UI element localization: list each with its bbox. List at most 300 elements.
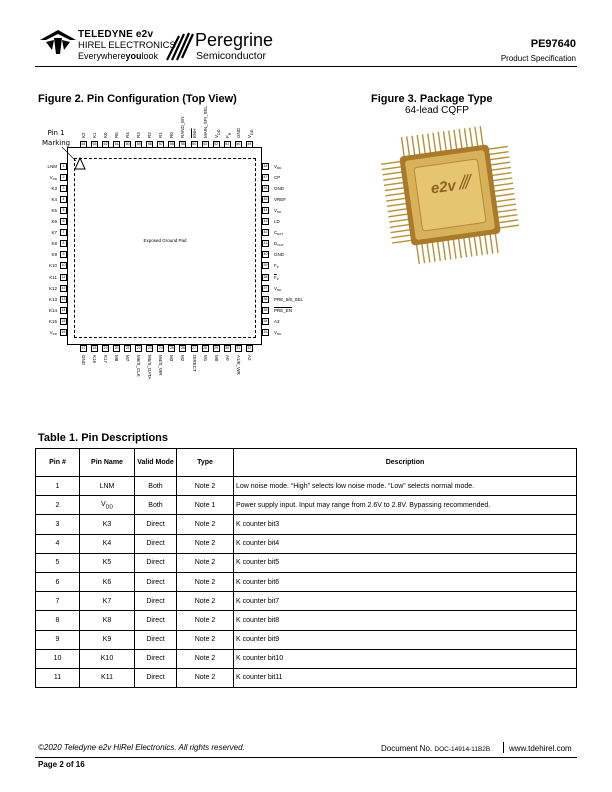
pin-label xyxy=(114,355,119,361)
pin-label-main: A2 xyxy=(246,355,252,361)
pin-number-box: 33 xyxy=(263,329,268,334)
cell-name-text: K10 xyxy=(100,655,114,663)
pin-label xyxy=(49,297,57,302)
pin-number-box: 50 xyxy=(236,142,241,146)
pin-label xyxy=(236,355,241,375)
pin-label-main: R5 xyxy=(114,132,120,138)
cell-name xyxy=(80,553,135,572)
cell-pin xyxy=(36,534,80,553)
pin-number-box: 59 xyxy=(136,142,141,146)
pin-label-main: LD xyxy=(274,219,280,225)
pin-label-main: R4 xyxy=(125,132,131,138)
cell-name xyxy=(80,534,135,553)
cell-mode-text: Both xyxy=(148,501,163,509)
figure3-subtitle: 64-lead CQFP xyxy=(405,105,469,116)
package-logo-text: e2v xyxy=(429,177,457,198)
cell-description-text: Power supply input. Input may range from 2.6V to 2.8V. Bypassing recommended. xyxy=(236,501,491,509)
pin-number-box: 42 xyxy=(263,230,268,235)
pin-label-main: PRE_EN xyxy=(274,307,293,313)
brand-teledyne: TELEDYNE e2v xyxy=(78,29,154,40)
pin-number-box: 31 xyxy=(236,346,241,350)
cell-pin-text: 2 xyxy=(55,501,60,509)
footer-separator xyxy=(503,742,504,753)
pin-number-box: 51 xyxy=(225,142,230,146)
cell-pin-text: 10 xyxy=(53,655,62,663)
pin-label-subscript: OUT xyxy=(277,243,284,248)
cell-description xyxy=(234,572,577,591)
pin-number-box: 24 xyxy=(158,346,163,350)
cell-mode-text: Direct xyxy=(146,559,165,567)
pin-label-main: LNM xyxy=(47,164,57,169)
pin-number-box: 39 xyxy=(263,263,268,268)
pin-label-main: K17 xyxy=(103,355,109,364)
cell-mode xyxy=(135,496,177,515)
cell-name xyxy=(80,630,135,649)
cell-pin-text: 4 xyxy=(55,540,60,548)
pin-label-main: V xyxy=(274,285,278,291)
cell-pin xyxy=(36,515,80,534)
document-number xyxy=(381,744,490,753)
pin-label-main: C xyxy=(274,230,278,236)
cell-description-text: K counter bit11 xyxy=(236,674,283,682)
pin-label-main: V xyxy=(49,329,53,335)
brand-peregrine: Peregrine xyxy=(195,30,274,50)
pin-number-box: 52 xyxy=(214,142,219,146)
cell-description-text: K counter bit8 xyxy=(236,616,280,624)
pin-number-box: 23 xyxy=(147,346,152,350)
pin-number-box: 8 xyxy=(60,240,67,247)
table-row xyxy=(36,477,577,496)
pin-label-subscript: P xyxy=(276,265,279,270)
pin-label xyxy=(203,355,208,361)
footer-divider xyxy=(35,757,577,758)
cell-description xyxy=(234,515,577,534)
pin-number-box: 30 xyxy=(225,346,230,350)
pin-number-box: 63 xyxy=(92,142,97,146)
pin-number-box: 20 xyxy=(114,346,119,350)
pin-number-box: 48 xyxy=(263,164,268,168)
cell-mode xyxy=(135,649,177,668)
cell-description-text: K counter bit6 xyxy=(236,578,280,586)
cell-mode-text: Direct xyxy=(146,616,165,624)
table-row xyxy=(36,553,577,572)
pin-number-box: 13 xyxy=(61,296,66,301)
cell-mode-text: Both xyxy=(148,482,163,490)
pin-label-main: K14 xyxy=(48,307,57,313)
pin-number-box: 32 xyxy=(247,346,252,350)
cell-pin-text: 7 xyxy=(55,597,60,605)
cell-description-text: K counter bit5 xyxy=(236,559,280,567)
cell-name-text: K11 xyxy=(101,674,113,682)
pin-label xyxy=(274,319,280,324)
cell-pin xyxy=(36,496,80,515)
cell-type-text: Note 2 xyxy=(194,578,216,586)
pin-label xyxy=(225,133,233,138)
copyright: ©2020 Teledyne e2v HiRel Electronics. All rights reserved. xyxy=(38,743,245,752)
cell-type-text: Note 2 xyxy=(194,597,216,605)
pin-label xyxy=(51,241,57,246)
pin-label-main: K11 xyxy=(49,274,57,280)
pin-label xyxy=(274,263,279,270)
pin-number-box: 1 xyxy=(60,163,67,170)
pin-label xyxy=(274,308,292,313)
pin-number-box: 60 xyxy=(125,142,130,146)
cell-name-text: K3 xyxy=(102,520,112,528)
cell-type xyxy=(177,668,234,687)
table-row xyxy=(36,611,577,630)
pin-number-box: 64 xyxy=(81,142,86,146)
pin-label-main: K9 xyxy=(51,252,57,258)
cell-type xyxy=(177,477,234,496)
pin1-line1: Pin 1 xyxy=(47,129,65,137)
pin-label-main: F xyxy=(274,263,277,269)
cell-type-text: Note 2 xyxy=(194,616,216,624)
pin-label xyxy=(274,219,280,224)
pin-label-main: VREF xyxy=(274,197,287,203)
pin-label-main: GND xyxy=(235,128,241,138)
cell-pin-text: 6 xyxy=(55,578,60,586)
pin-number-box: 40 xyxy=(263,252,268,257)
table-row xyxy=(36,572,577,591)
pin-label-main: GND xyxy=(274,252,284,258)
cell-pin-text: 5 xyxy=(55,559,60,567)
doc-number: DOC-14914-11B2B xyxy=(434,746,491,753)
pin-label-main: V xyxy=(246,134,252,138)
pin-label xyxy=(236,128,241,138)
cell-mode xyxy=(135,515,177,534)
cell-name xyxy=(80,592,135,611)
cell-name-text: K4 xyxy=(102,540,112,548)
cell-type-text: Note 2 xyxy=(194,540,216,548)
pin-label-main: V xyxy=(274,164,278,169)
pin-number-box: 11 xyxy=(61,274,66,279)
pin-label xyxy=(103,355,108,363)
pin-label xyxy=(274,230,283,237)
header-divider xyxy=(35,66,577,67)
pin-label xyxy=(274,208,281,215)
pin-label xyxy=(274,241,284,248)
cell-mode xyxy=(135,592,177,611)
cell-mode xyxy=(135,553,177,572)
table-row xyxy=(36,534,577,553)
col-type: Type xyxy=(177,449,234,477)
pin-label xyxy=(103,132,108,138)
exposed-pad-label: Exposed Ground Pad xyxy=(143,238,187,243)
pin-label-main: K12 xyxy=(48,285,57,291)
cell-mode-text: Direct xyxy=(146,540,165,548)
pin-number-box: 45 xyxy=(263,197,268,202)
pin-label-main: K10 xyxy=(48,263,57,269)
pin-number-box: 49 xyxy=(247,142,252,146)
cell-name-subscript: DD xyxy=(105,503,113,510)
part-number: PE97640 xyxy=(530,38,576,50)
pin-label xyxy=(51,252,57,257)
pin-label xyxy=(125,132,130,138)
pin-number-box: 55 xyxy=(180,142,185,146)
cell-type-text: Note 2 xyxy=(194,520,216,528)
cell-pin-text: 9 xyxy=(55,636,60,644)
cell-pin-text: 11 xyxy=(53,674,62,682)
cell-type-text: Note 2 xyxy=(194,559,216,567)
pin-label-main: M8 xyxy=(114,355,120,362)
pin-number-box: 62 xyxy=(103,142,108,146)
pin-label xyxy=(92,355,97,363)
cell-description xyxy=(234,496,577,515)
cell-name xyxy=(80,572,135,591)
pin-label-main: K4 xyxy=(51,197,57,203)
pin-label-main: K8 xyxy=(51,241,57,247)
cell-type xyxy=(177,496,234,515)
cell-description xyxy=(234,649,577,668)
pin-label-main: $\overline{ENH}$ xyxy=(191,128,197,138)
doc-type: Product Specification xyxy=(500,54,576,63)
tagline-c: look xyxy=(141,51,159,61)
pin-label xyxy=(192,128,197,138)
cell-mode xyxy=(135,630,177,649)
pin-label xyxy=(158,355,163,376)
pin1-line2: Marking xyxy=(42,139,71,147)
pin-label-subscript: DD xyxy=(249,129,254,135)
pin-label-main: F xyxy=(224,135,230,138)
cell-description xyxy=(234,553,577,572)
cell-type xyxy=(177,572,234,591)
pin-label xyxy=(274,330,281,337)
pin-number-box: 34 xyxy=(263,318,268,323)
pin-label-main: GND xyxy=(274,186,284,192)
pin-label xyxy=(147,355,152,379)
pin-label-main: M1 xyxy=(202,355,208,362)
pin-label xyxy=(51,230,57,235)
cell-name-text: K7 xyxy=(102,597,112,605)
cell-type xyxy=(177,534,234,553)
pin-label xyxy=(49,319,57,324)
pin-number-box: 22 xyxy=(136,346,141,350)
cell-description xyxy=(234,592,577,611)
cell-name xyxy=(80,649,135,668)
website-link[interactable]: www.tdehirel.com xyxy=(509,744,572,753)
pin-label xyxy=(180,355,185,361)
cell-name-text: LNM xyxy=(99,482,115,490)
cell-description-text: Low noise mode. “High” selects low noise mode. “Low” selects normal mode. xyxy=(236,482,475,490)
pin-label-main: K16 xyxy=(92,355,98,364)
pin-label xyxy=(274,186,284,191)
cell-type-text: Note 2 xyxy=(194,655,216,663)
brand-hirel: HIREL ELECTRONICS xyxy=(78,40,176,51)
pin-number-box: 56 xyxy=(169,142,174,146)
peregrine-logo-icon xyxy=(165,30,195,62)
cell-type-text: Note 2 xyxy=(194,674,216,682)
pin-label-main: K6 xyxy=(51,219,57,225)
table-row xyxy=(36,515,577,534)
cell-pin xyxy=(36,668,80,687)
pin-label xyxy=(50,175,57,182)
pin-label-subscript: DD xyxy=(277,166,282,170)
pin-number-box: 14 xyxy=(61,307,66,312)
pin-label xyxy=(50,330,57,337)
pin-number-box: 17 xyxy=(81,346,86,350)
pin-number-box: 16 xyxy=(61,329,66,334)
pin-label xyxy=(49,275,57,280)
pin-label xyxy=(274,275,279,282)
pin-number-box: 29 xyxy=(214,346,219,350)
doc-label: Document No. xyxy=(381,744,433,753)
cell-name xyxy=(80,611,135,630)
cell-description-text: K counter bit7 xyxy=(236,597,280,605)
col-pin-name: Pin Name xyxy=(80,449,135,477)
pin-label-main: PRE_5/6_SEL xyxy=(274,296,304,302)
pin-label xyxy=(92,132,97,138)
cell-mode xyxy=(135,668,177,687)
cell-pin xyxy=(36,649,80,668)
cell-type-text: Note 2 xyxy=(194,482,216,490)
pin-label-main: M2 xyxy=(180,355,186,362)
cell-description xyxy=(234,534,577,553)
tagline-a: Everywhere xyxy=(78,51,126,61)
pin-number-box: 61 xyxy=(114,142,119,146)
pin-label xyxy=(125,355,130,361)
cell-name xyxy=(80,668,135,687)
pin-label-main: K2 xyxy=(81,132,86,138)
pin-label-main: GND xyxy=(81,355,86,365)
figure3-title: Figure 3. Package Type xyxy=(371,93,493,105)
pin-label-main: K15 xyxy=(48,318,57,324)
pin-number-box: 47 xyxy=(263,175,268,180)
cell-description-text: K counter bit10 xyxy=(236,655,284,663)
pin-label xyxy=(136,132,141,138)
cell-name-text: K5 xyxy=(102,559,112,567)
pin-label-main: R3 xyxy=(136,132,142,138)
pin-label xyxy=(214,355,219,361)
pin-label xyxy=(274,297,303,302)
pin-label xyxy=(169,355,174,361)
pin-label xyxy=(214,130,222,138)
pin-number-box: 21 xyxy=(125,346,130,350)
pin-label-main: K3 xyxy=(51,186,57,192)
cell-description xyxy=(234,630,577,649)
pin-number-box: 41 xyxy=(263,241,268,246)
pin-number-box: 6 xyxy=(60,218,67,225)
cqfp-package-image xyxy=(380,125,520,265)
pin-label-main: V xyxy=(274,329,278,335)
pin-label-main: M7 xyxy=(125,355,131,362)
cell-pin xyxy=(36,592,80,611)
cell-mode xyxy=(135,477,177,496)
pin-label xyxy=(274,197,286,202)
cell-mode-text: Direct xyxy=(146,636,165,644)
pin-label xyxy=(274,286,281,293)
cell-name xyxy=(80,515,135,534)
pin-label xyxy=(225,355,230,361)
pin-label-main: A1/E_WR xyxy=(235,355,241,375)
pin-label-main: M0 xyxy=(213,355,219,362)
cell-pin xyxy=(36,572,80,591)
pin-label-main: R1 xyxy=(158,132,164,138)
pin-label-main: R0 xyxy=(169,132,175,138)
pin-label-subscript: DD xyxy=(277,210,282,215)
pin-number-box: 3 xyxy=(60,185,67,192)
pin-label-main: CP xyxy=(274,175,281,181)
pin-label-main: M3 xyxy=(169,355,175,362)
pin-label xyxy=(49,263,57,268)
pin-label xyxy=(47,164,57,169)
pin-number-box: 9 xyxy=(60,251,67,258)
pin-number-box: 58 xyxy=(147,142,152,146)
pin-number-box: 26 xyxy=(180,346,185,350)
pin-label xyxy=(247,130,255,138)
pin-label xyxy=(203,106,208,138)
pin-label-subscript: EXT xyxy=(277,232,284,237)
pin-label xyxy=(49,308,57,313)
table-row xyxy=(36,668,577,687)
cell-mode xyxy=(135,534,177,553)
page-number: Page 2 of 16 xyxy=(38,760,85,769)
cell-mode-text: Direct xyxy=(146,578,165,586)
cell-mode xyxy=(135,611,177,630)
pin-label xyxy=(274,164,281,171)
pin-label-main: V xyxy=(213,134,219,138)
pin-number-box: 19 xyxy=(103,346,108,350)
pin-label xyxy=(81,132,86,138)
cell-description-text: K counter bit3 xyxy=(236,520,280,528)
pin-label xyxy=(51,208,57,213)
pin-label-subscript: P xyxy=(276,276,279,281)
pin-label-main: K1 xyxy=(92,132,98,138)
col-valid-mode: Valid Mode xyxy=(135,449,177,477)
pin-number-box: 44 xyxy=(263,208,268,213)
cell-pin xyxy=(36,611,80,630)
cell-type xyxy=(177,611,234,630)
pin-label-main: M5/S_DATA xyxy=(147,355,153,380)
pin-label-main: K0 xyxy=(103,132,109,138)
pin-number-box: 43 xyxy=(263,219,268,224)
table1-title: Table 1. Pin Descriptions xyxy=(38,432,168,444)
pin-label xyxy=(247,355,252,361)
pin-label xyxy=(147,132,152,138)
pin-label-main: RAND_EN xyxy=(180,116,186,138)
cell-name-text: K9 xyxy=(102,636,112,644)
pin-number-box: 18 xyxy=(92,346,97,350)
table-header-row xyxy=(36,449,577,477)
pin-label-main: DIRECT xyxy=(191,355,197,372)
teledyne-logo-icon xyxy=(40,30,76,54)
pin-label-subscript: DD xyxy=(52,331,57,336)
cell-name-text: K8 xyxy=(102,616,112,624)
pin-label-main: M6/S_CLK xyxy=(136,355,142,377)
tagline-b: you xyxy=(125,51,142,61)
pin-number-box: 53 xyxy=(203,142,207,146)
cell-pin-text: 8 xyxy=(55,616,60,624)
pin-label xyxy=(274,252,284,257)
pin-number-box: 7 xyxy=(60,229,67,236)
cell-pin-text: 1 xyxy=(55,482,60,490)
cell-pin-text: 3 xyxy=(55,520,60,528)
pin-label xyxy=(51,219,57,224)
cell-description-text: K counter bit4 xyxy=(236,540,280,548)
cell-pin xyxy=(36,553,80,572)
pin-label xyxy=(51,186,57,191)
pin-number-box: 35 xyxy=(263,307,268,312)
pin-number-box: 15 xyxy=(61,318,66,323)
pin-label xyxy=(274,175,280,180)
cell-pin xyxy=(36,477,80,496)
pin-number-box: 10 xyxy=(61,263,66,268)
pin-label xyxy=(81,355,86,365)
cell-name xyxy=(80,496,135,515)
pin-label xyxy=(180,116,185,138)
cell-description-text: K counter bit9 xyxy=(236,636,280,644)
cell-description xyxy=(234,611,577,630)
cell-type-text: Note 1 xyxy=(194,501,216,509)
